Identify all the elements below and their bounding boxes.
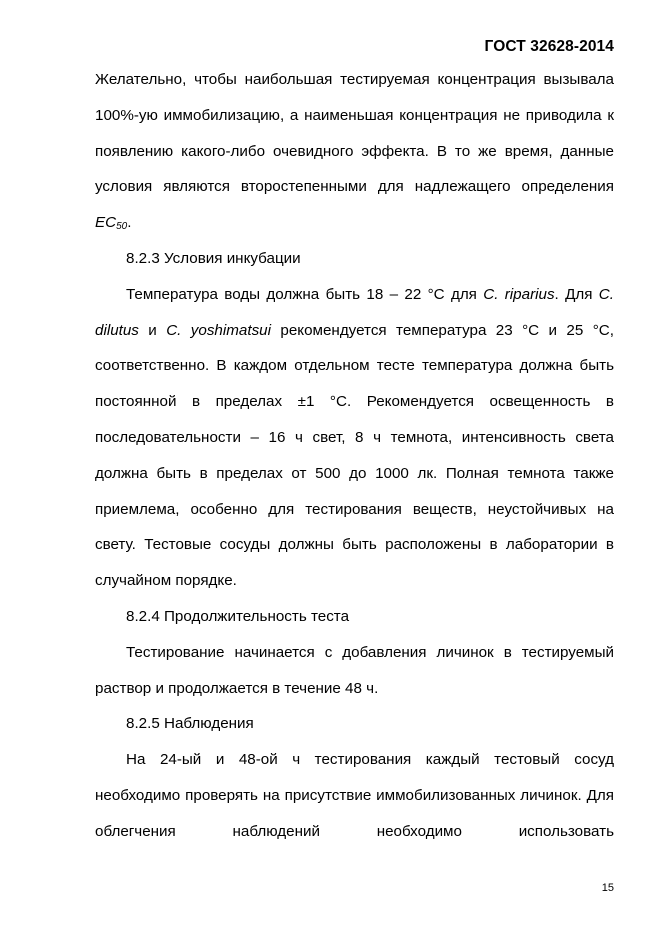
- section-heading-8-2-3: 8.2.3 Условия инкубации: [126, 249, 301, 267]
- paragraph-observations: На 24-ый и 48-ой ч тестирования каждый тестовый сосуд необходимо проверять на присутствие иммобилизованных личинок. Для облегчения наблюдений необходимо использовать: [95, 751, 614, 840]
- ec-subscript: 50: [116, 221, 128, 233]
- paragraph-incubation: [95, 277, 614, 599]
- paragraph-concentration: [95, 62, 614, 241]
- section-heading-8-2-5: 8.2.5 Наблюдения: [126, 715, 254, 733]
- page-number: 15: [601, 882, 614, 894]
- paragraph-end: .: [127, 214, 132, 232]
- document-code: ГОСТ 32628-2014: [484, 38, 614, 55]
- text-span: и: [138, 321, 167, 339]
- species-name: C. riparius: [483, 285, 555, 303]
- text-span: рекомендуется температура 23 °С и 25 °С, соответственно. В каждом отдельном тесте температура должна быть постоянной в пределах ±1 °С. Рекомендуется освещенность в последовательности – 16 ч свет, 8 ч темнота, интенсивность света должна быть в пределах от 500 до 1000 лк. Полная темнота также приемлема, особенно для тестирования веществ, неустойчивых на свету. Тестовые сосуды должны быть расположены в лаборатории в случайном порядке.: [95, 321, 614, 590]
- paragraph-text: Желательно, чтобы наибольшая тестируемая концентрация вызывала 100%-ую иммобилизацию, а наименьшая концентрация не приводила к появлению какого-либо очевидного эффекта. В то же время, данные условия являются второстепенными для надлежащего определения: [95, 71, 614, 196]
- ec-symbol: EC: [95, 214, 117, 232]
- species-name: C. dilutus: [95, 285, 614, 339]
- section-heading-8-2-4: 8.2.4 Продолжительность теста: [126, 607, 350, 625]
- paragraph-duration: Тестирование начинается с добавления личинок в тестируемый раствор и продолжается в течение 48 ч.: [95, 643, 614, 697]
- species-name: C. yoshimatsui: [166, 321, 271, 339]
- text-span: . Для: [554, 285, 599, 303]
- text-span: Температура воды должна быть 18 – 22 °С для: [126, 285, 484, 303]
- document-body: [95, 62, 614, 850]
